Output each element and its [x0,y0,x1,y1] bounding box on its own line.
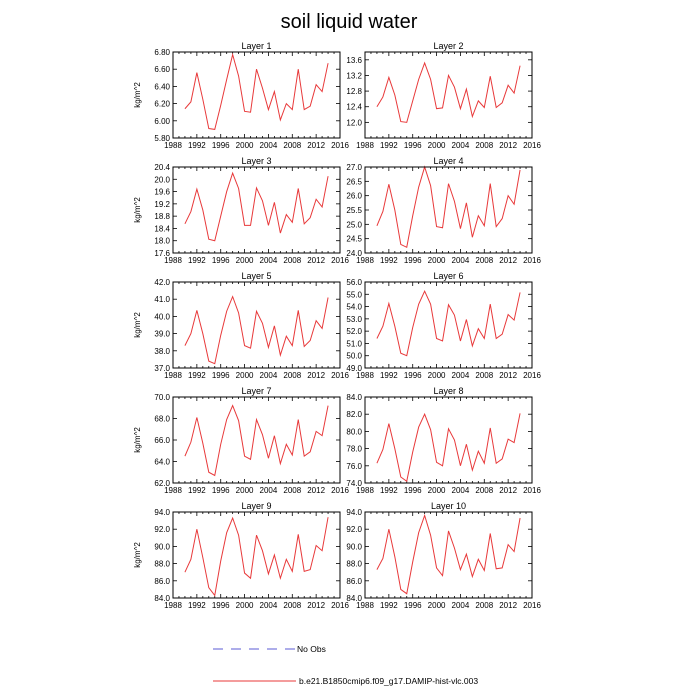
panel-title: Layer 5 [241,271,272,281]
y-tick-label: 20.0 [154,175,170,185]
series-line [377,515,520,593]
y-tick-label: 92.0 [154,525,170,535]
x-tick-label: 2016 [331,141,349,150]
x-tick-label: 1996 [211,256,230,265]
legend [213,644,478,686]
y-tick-label: 84.0 [154,594,170,603]
y-tick-label: 49.0 [346,364,362,373]
x-tick-label: 2000 [235,486,254,495]
x-tick-label: 2000 [427,141,446,150]
plot-frame [173,52,340,138]
x-tick-label: 1988 [164,371,182,380]
x-tick-label: 2008 [475,256,494,265]
panels-grid [133,41,541,610]
x-tick-label: 1988 [164,256,182,265]
x-tick-label: 2012 [499,486,518,495]
y-tick-label: 13.6 [346,55,362,65]
y-tick-label: 68.0 [154,414,170,424]
x-tick-label: 1988 [356,371,374,380]
x-tick-label: 2004 [451,601,470,610]
y-tick-label: 92.0 [346,525,362,535]
y-tick-label: 5.80 [154,134,170,143]
x-tick-label: 2016 [331,256,349,265]
y-tick-label: 90.0 [154,542,170,552]
x-tick-label: 1992 [379,601,398,610]
x-tick-label: 1988 [356,601,374,610]
y-tick-label: 26.5 [346,177,362,187]
plot-frame [365,512,532,598]
y-tick-label: 25.0 [346,220,362,230]
y-tick-label: 84.0 [346,594,362,603]
series-line [185,55,328,130]
y-tick-label: 24.0 [346,249,362,258]
x-tick-label: 1992 [187,486,206,495]
panel-title: Layer 10 [430,501,467,511]
panel-layer-5 [133,271,349,380]
x-tick-label: 2004 [451,141,470,150]
x-tick-label: 1996 [211,601,230,610]
y-tick-label: 50.0 [346,351,362,361]
x-tick-label: 2012 [499,371,518,380]
series-line [377,413,520,481]
plot-frame [365,52,532,138]
x-tick-label: 2008 [475,141,494,150]
series-line [377,167,520,247]
y-tick-label: 84.0 [346,393,362,402]
panel-title: Layer 4 [433,156,464,166]
y-tick-label: 6.20 [154,99,170,109]
y-tick-label: 12.4 [346,102,362,112]
x-tick-label: 2000 [427,486,446,495]
panel-title: Layer 6 [433,271,464,281]
y-tick-label: 76.0 [346,461,362,471]
y-tick-label: 82.0 [346,410,362,420]
figure-title: soil liquid water [280,11,418,33]
x-tick-label: 2016 [331,371,349,380]
x-tick-label: 1996 [211,141,230,150]
y-tick-label: 6.40 [154,82,170,92]
x-tick-label: 1992 [379,141,398,150]
y-tick-label: 42.0 [154,278,170,287]
x-tick-label: 2012 [499,601,518,610]
x-tick-label: 2000 [235,141,254,150]
x-tick-label: 2008 [283,486,302,495]
x-tick-label: 1996 [211,486,230,495]
x-tick-label: 1996 [211,371,230,380]
y-tick-label: 37.0 [154,364,170,373]
x-tick-label: 2016 [331,486,349,495]
x-tick-label: 2004 [259,141,278,150]
y-tick-label: 66.0 [154,436,170,445]
y-tick-label: 86.0 [154,576,170,586]
x-tick-label: 2008 [475,371,494,380]
x-tick-label: 1988 [164,141,182,150]
panel-title: Layer 3 [241,156,272,166]
y-tick-label: 70.0 [154,393,170,402]
x-tick-label: 2012 [499,141,518,150]
y-tick-label: 52.0 [346,327,362,337]
panel-title: Layer 8 [433,386,464,396]
y-tick-label: 78.0 [346,444,362,454]
x-tick-label: 1992 [379,256,398,265]
x-tick-label: 1988 [356,141,374,150]
y-tick-label: 90.0 [346,542,362,552]
x-tick-label: 2008 [283,256,302,265]
plot-frame [365,167,532,253]
y-tick-label: 55.0 [346,290,362,300]
series-line [377,63,520,122]
x-tick-label: 1988 [356,256,374,265]
panel-layer-9 [133,501,349,610]
x-tick-label: 2008 [283,601,302,610]
panel-title: Layer 1 [241,41,272,51]
x-tick-label: 2012 [307,486,326,495]
y-tick-label: 54.0 [346,302,362,312]
x-tick-label: 1988 [356,486,374,495]
x-tick-label: 1996 [403,256,422,265]
x-tick-label: 2004 [259,486,278,495]
y-tick-label: 19.2 [154,199,170,209]
y-axis-label: kg/m^2 [133,82,142,108]
y-tick-label: 53.0 [346,314,362,324]
x-tick-label: 2016 [523,256,541,265]
y-tick-label: 51.0 [346,339,362,349]
x-tick-label: 2008 [475,486,494,495]
series-line [185,297,328,364]
x-tick-label: 2000 [235,256,254,265]
x-tick-label: 2012 [499,256,518,265]
y-tick-label: 17.6 [154,249,170,258]
y-tick-label: 6.80 [154,48,170,57]
x-tick-label: 1992 [187,141,206,150]
series-line [185,173,328,241]
plot-frame [365,282,532,368]
y-tick-label: 56.0 [346,278,362,287]
panel-title: Layer 7 [241,386,272,396]
y-tick-label: 18.0 [154,236,170,246]
x-tick-label: 2004 [259,371,278,380]
x-tick-label: 2012 [307,371,326,380]
x-tick-label: 2004 [451,256,470,265]
x-tick-label: 1996 [403,601,422,610]
x-tick-label: 2004 [259,256,278,265]
legend-label-no-obs: No Obs [297,644,326,654]
x-tick-label: 2016 [523,486,541,495]
panel-layer-4 [346,156,541,265]
panel-layer-7 [133,386,349,495]
y-axis-label: kg/m^2 [133,312,142,338]
x-tick-label: 2016 [523,371,541,380]
x-tick-label: 1996 [403,486,422,495]
panel-layer-1 [133,41,349,150]
x-tick-label: 1988 [164,486,182,495]
x-tick-label: 2016 [523,141,541,150]
plot-frame [173,397,340,483]
x-tick-label: 2008 [475,601,494,610]
y-tick-label: 88.0 [346,559,362,569]
y-tick-label: 18.8 [154,212,170,222]
x-tick-label: 1992 [187,601,206,610]
x-tick-label: 1996 [403,371,422,380]
x-tick-label: 2000 [235,601,254,610]
x-tick-label: 2012 [307,256,326,265]
y-tick-label: 12.8 [346,87,362,97]
x-tick-label: 1996 [403,141,422,150]
x-tick-label: 2008 [283,141,302,150]
y-tick-label: 18.4 [154,224,170,234]
y-axis-label: kg/m^2 [133,197,142,223]
y-tick-label: 41.0 [154,295,170,305]
y-tick-label: 20.4 [154,163,170,172]
series-line [185,517,328,595]
x-tick-label: 2000 [427,256,446,265]
x-tick-label: 1988 [164,601,182,610]
legend-label-model: b.e21.B1850cmip6.f09_g17.DAMIP-hist-vlc.003 [299,676,479,686]
x-tick-label: 2008 [283,371,302,380]
y-tick-label: 24.5 [346,234,362,244]
y-tick-label: 86.0 [346,576,362,586]
x-tick-label: 2016 [523,601,541,610]
x-tick-label: 2004 [451,486,470,495]
x-tick-label: 2000 [427,371,446,380]
plot-frame [365,397,532,483]
x-tick-label: 1992 [379,371,398,380]
y-axis-label: kg/m^2 [133,427,142,453]
panel-title: Layer 9 [241,501,272,511]
panel-layer-8 [346,386,541,495]
y-tick-label: 94.0 [154,508,170,517]
y-tick-label: 88.0 [154,559,170,569]
panel-layer-6 [346,271,541,380]
y-tick-label: 64.0 [154,457,170,467]
x-tick-label: 2004 [451,371,470,380]
plot-frame [173,512,340,598]
y-tick-label: 6.00 [154,116,170,126]
y-tick-label: 25.5 [346,206,362,215]
x-tick-label: 1992 [187,371,206,380]
plot-frame [173,167,340,253]
y-tick-label: 27.0 [346,163,362,172]
y-tick-label: 80.0 [346,427,362,437]
y-tick-label: 74.0 [346,479,362,488]
y-tick-label: 39.0 [154,329,170,339]
y-tick-label: 40.0 [154,312,170,322]
panel-layer-10 [346,501,541,610]
x-tick-label: 2004 [259,601,278,610]
x-tick-label: 2000 [427,601,446,610]
y-tick-label: 19.6 [154,187,170,197]
x-tick-label: 2000 [235,371,254,380]
y-tick-label: 13.2 [346,71,362,81]
x-tick-label: 2012 [307,141,326,150]
x-tick-label: 2016 [331,601,349,610]
y-tick-label: 62.0 [154,479,170,488]
x-tick-label: 1992 [379,486,398,495]
x-tick-label: 1992 [187,256,206,265]
y-tick-label: 6.60 [154,65,170,75]
panel-layer-3 [133,156,349,265]
series-line [185,406,328,476]
y-tick-label: 94.0 [346,508,362,517]
series-line [377,291,520,356]
panel-title: Layer 2 [433,41,464,51]
y-tick-label: 26.0 [346,191,362,201]
y-tick-label: 38.0 [154,346,170,356]
y-tick-label: 12.0 [346,118,362,128]
panel-layer-2 [346,41,541,150]
x-tick-label: 2012 [307,601,326,610]
y-axis-label: kg/m^2 [133,542,142,568]
